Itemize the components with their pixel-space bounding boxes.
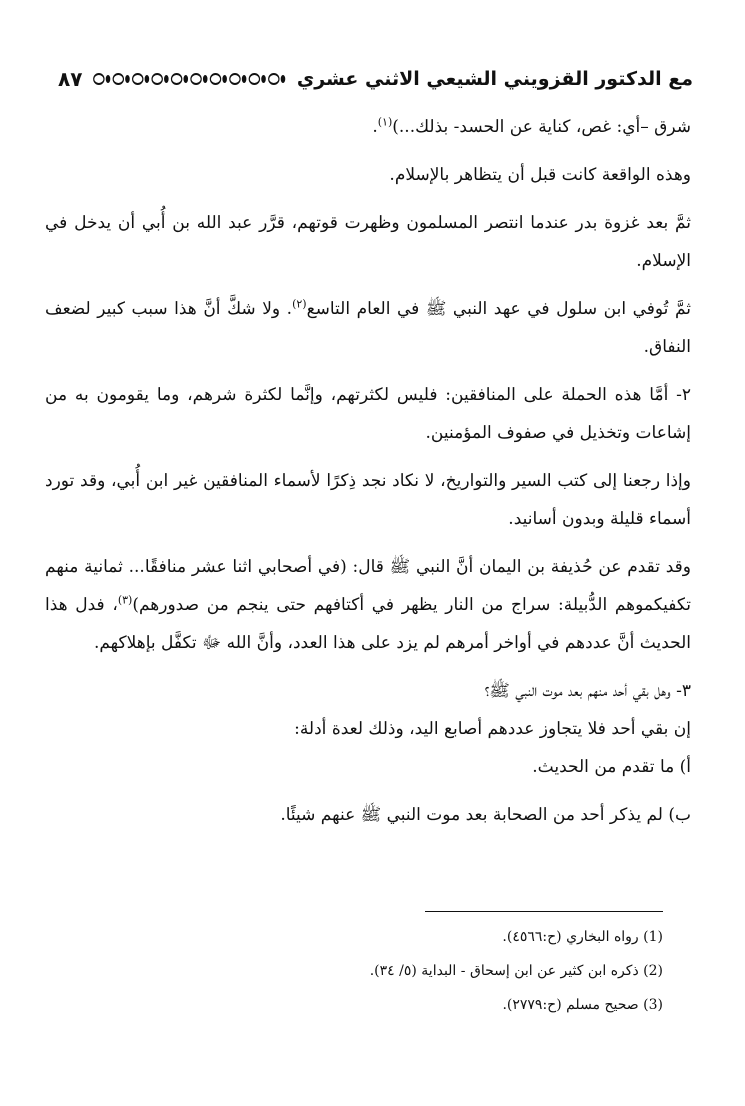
ornament-border-icon [92,69,286,89]
footnote-ref: (١) [377,115,393,129]
footnote: (2) ذكره ابن كثير عن ابن إسحاق - البداية (٥/ ٣٤). [369,963,663,979]
page-number: ٨٧ [58,67,83,91]
footnotes [60,920,663,1022]
footnote: (3) صحيح مسلم (ح:٢٧٧٩). [502,997,663,1013]
paragraph: ثمَّ بعد غزوة بدر عندما انتصر المسلمون وظهرت قوتهم، قرَّر عبد الله بن أُبي أن يدخل في الإسلام. [45,213,691,271]
paragraph: أ) ما تقدم من الحديث. [532,757,691,777]
paragraph: وقد تقدم عن حُذيفة بن اليمان أنَّ النبي ﷺ قال: (في أصحابي اثنا عشر منافقًا... ثمانية منهم تكفيكموهم الدُّبيلة: سراج من النار يظهر في أكتافهم حتى ينجم من صدورهم)$^{(٣)}$، فدل هذا الحديث أنَّ عددهم في أواخر أمرهم لم يزد على هذا العدد، وأنَّ الله ﷻ تكفَّل بإهلاكهم. [45,557,691,653]
page-header [58,62,693,96]
footnote-divider [425,911,663,912]
paragraph: شرق –أي: غص، كناية عن الحسد- بذلك...)$^{(١)}$. [372,115,691,137]
paragraph: إن بقي أحد فلا يتجاوز عددهم أصابع اليد، وذلك لعدة أدلة: [294,719,691,739]
paragraph: وإذا رجعنا إلى كتب السير والتواريخ، لا نكاد نجد ذِكرًا لأسماء المنافقين غير ابن أُبي، وقد تورد أسماء قليلة وبدون أسانيد. [45,471,691,529]
paragraph: ب) لم يذكر أحد من الصحابة بعد موت النبي ﷺ عنهم شيئًا. [280,805,691,825]
paragraph: وهذه الواقعة كانت قبل أن يتظاهر بالإسلام. [389,165,691,185]
body-text [45,108,691,844]
paragraph: ٢- أمَّا هذه الحملة على المنافقين: فليس لكثرتهم، وإنَّما لكثرة شرهم، وما يقومون به من إشاعات وتخذيل في صفوف المؤمنين. [45,385,691,443]
footnote: (1) رواه البخاري (ح:٤٥٦٦). [502,929,663,945]
paragraph: ثمَّ تُوفي ابن سلول في عهد النبي ﷺ في العام التاسع$^{(٢)}$. ولا شكَّ أنَّ هذا سبب كبير لضعف النفاق. [45,297,691,357]
paragraph: ٣- وهل بقي أحد منهم بعد موت النبي ﷺ؟ [484,681,691,701]
running-title: مع الدكتور القزويني الشيعي الاثني عشري [296,68,693,90]
footnote-ref: (٢) [292,297,307,311]
footnote-ref: (٣) [117,593,133,607]
